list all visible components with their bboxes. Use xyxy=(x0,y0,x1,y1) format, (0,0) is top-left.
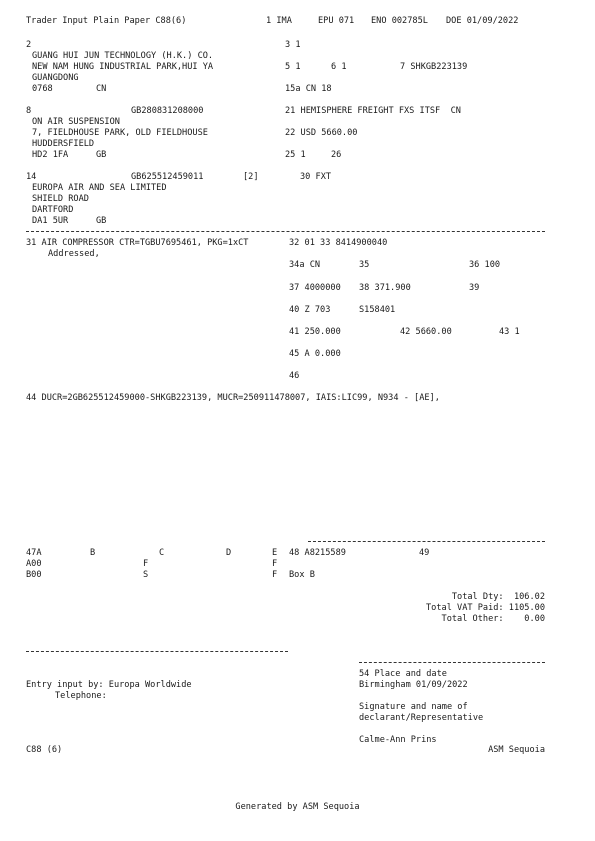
generated-by: Generated by ASM Sequoia xyxy=(235,802,360,812)
declarant-representative-label: declarant/Representative xyxy=(359,713,484,723)
tax-row-method: S xyxy=(143,570,149,580)
box54-label: 54 Place and date xyxy=(359,669,447,679)
declarant-name: EUROPA AIR AND SEA LIMITED xyxy=(32,183,167,193)
representation-type: [2] xyxy=(243,172,259,182)
box30: 30 FXT xyxy=(300,172,332,182)
box26: 26 xyxy=(331,150,342,160)
addressed-note: Addressed, xyxy=(48,249,100,259)
signatory-name: Calme-Ann Prins xyxy=(359,735,437,745)
separator-line xyxy=(359,662,545,663)
box35: 35 xyxy=(359,260,370,270)
consignee-name: ON AIR SUSPENSION xyxy=(32,117,120,127)
entry-number: ENO 002785L xyxy=(371,16,428,26)
declarant-postcode: DA1 5UR xyxy=(32,216,69,226)
separator-line xyxy=(26,231,545,232)
epu-number: EPU 071 xyxy=(318,16,355,26)
box42: 42 5660.00 xyxy=(400,327,452,337)
date-of-entry: DOE 01/09/2022 xyxy=(446,16,519,26)
entry-input-by: Entry input by: Europa Worldwide xyxy=(26,680,192,690)
declarant-street: SHIELD ROAD xyxy=(32,194,89,204)
form-code: C88 (6) xyxy=(26,745,63,755)
consignor-address-line: NEW NAM HUNG INDUSTRIAL PARK,HUI YA xyxy=(32,62,214,72)
separator-line xyxy=(26,651,288,652)
declarant-town: DARTFORD xyxy=(32,205,74,215)
consignor-country: CN xyxy=(96,84,107,94)
total-other: Total Other: 0.00 xyxy=(441,614,545,624)
total-vat-paid: Total VAT Paid: 1105.00 xyxy=(426,603,545,613)
total-duty: Total Dty: 106.02 xyxy=(451,592,545,602)
box44-additional-info: 44 DUCR=2GB625512459000-SHKGB223139, MUCR=250911478007, IAIS:LIC99, N934 - [AE], xyxy=(26,393,440,403)
signature-label: Signature and name of xyxy=(359,702,468,712)
box36: 36 100 xyxy=(469,260,501,270)
box32-33: 32 01 33 8414900040 xyxy=(289,238,388,248)
box3: 3 1 xyxy=(285,40,301,50)
tax-row-method: F xyxy=(143,559,149,569)
box38: 38 371.900 xyxy=(359,283,411,293)
box31-goods-description: 31 AIR COMPRESSOR CTR=TGBU7695461, PKG=1xCT xyxy=(26,238,249,248)
box48: 48 A8215589 xyxy=(289,548,346,558)
box43: 43 1 xyxy=(499,327,520,337)
consignor-postcode: 0768 xyxy=(32,84,53,94)
box15a: 15a CN 18 xyxy=(285,84,332,94)
tax-col-d: D xyxy=(226,548,232,558)
tax-row-code: B00 xyxy=(26,570,42,580)
box40-reference: S158401 xyxy=(359,305,396,315)
box47a: 47A xyxy=(26,548,42,558)
box45: 45 A 0.000 xyxy=(289,349,341,359)
box40: 40 Z 703 xyxy=(289,305,331,315)
consignor-region: GUANGDONG xyxy=(32,73,79,83)
place-and-date: Birmingham 01/09/2022 xyxy=(359,680,468,690)
separator-line xyxy=(308,541,545,542)
tax-col-e: E xyxy=(272,548,278,558)
box7: 7 SHKGB223139 xyxy=(400,62,468,72)
box5: 5 1 xyxy=(285,62,301,72)
tax-col-c: C xyxy=(159,548,165,558)
form-title: Trader Input Plain Paper C88(6) xyxy=(26,16,187,26)
box1-declaration-type: 1 IMA xyxy=(266,16,292,26)
box34a: 34a CN xyxy=(289,260,321,270)
consignor-name: GUANG HUI JUN TECHNOLOGY (H.K.) CO. xyxy=(32,51,214,61)
box46: 46 xyxy=(289,371,300,381)
box22: 22 USD 5660.00 xyxy=(285,128,358,138)
box-b-label: Box B xyxy=(289,570,315,580)
consignee-address-line: 7, FIELDHOUSE PARK, OLD FIELDHOUSE xyxy=(32,128,208,138)
tax-col-b: B xyxy=(90,548,96,558)
box49: 49 xyxy=(419,548,430,558)
tax-row-method: F xyxy=(272,559,278,569)
consignee-postcode: HD2 1FA xyxy=(32,150,69,160)
tax-row-code: A00 xyxy=(26,559,42,569)
software-name: ASM Sequoia xyxy=(488,745,545,755)
consignee-town: HUDDERSFIELD xyxy=(32,139,95,149)
box21: 21 HEMISPHERE FREIGHT FXS ITSF CN xyxy=(285,106,461,116)
declarant-eori: GB625512459011 xyxy=(131,172,204,182)
box6: 6 1 xyxy=(331,62,347,72)
telephone-label: Telephone: xyxy=(55,691,107,701)
box25: 25 1 xyxy=(285,150,306,160)
consignee-country: GB xyxy=(96,150,107,160)
box37: 37 4000000 xyxy=(289,283,341,293)
tax-row-method: F xyxy=(272,570,278,580)
box39: 39 xyxy=(469,283,480,293)
box14-label: 14 xyxy=(26,172,37,182)
box41: 41 250.000 xyxy=(289,327,341,337)
box8-label: 8 xyxy=(26,106,32,116)
consignee-eori: GB280831208000 xyxy=(131,106,204,116)
box2-label: 2 xyxy=(26,40,32,50)
declarant-country: GB xyxy=(96,216,107,226)
